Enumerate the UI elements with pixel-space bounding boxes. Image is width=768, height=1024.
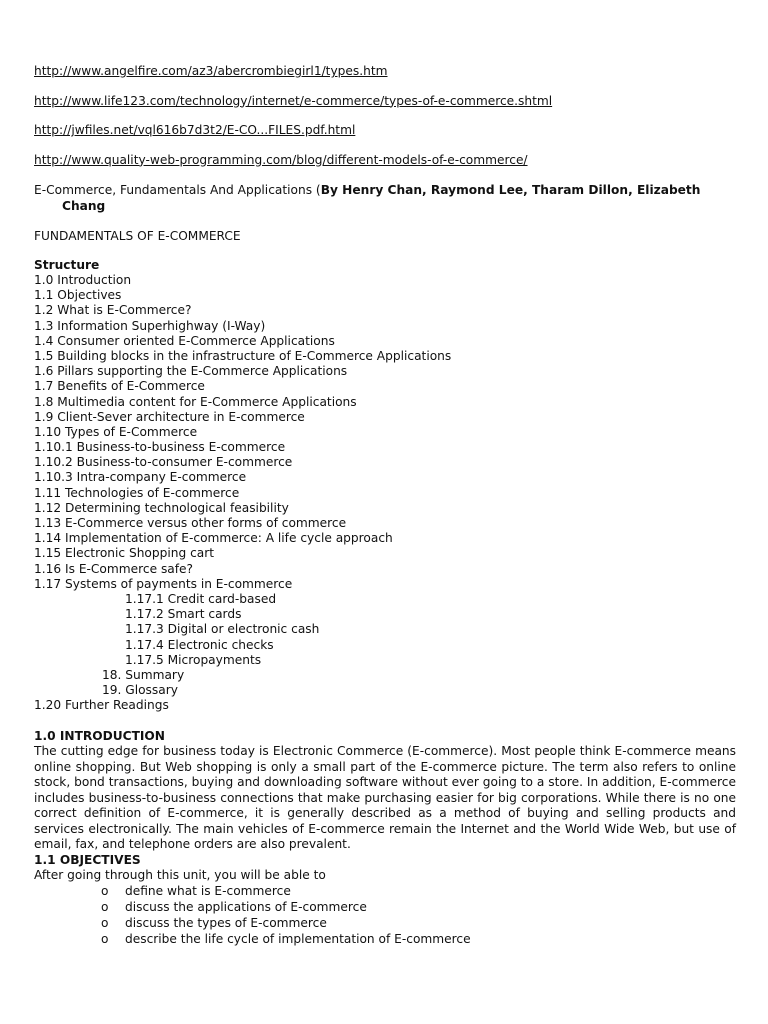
- toc-item: 1.14 Implementation of E-commerce: A life cycle approach: [34, 531, 393, 546]
- objective-item: o define what is E-commerce: [101, 883, 291, 898]
- toc-subitem: 19. Glossary: [102, 683, 178, 698]
- introduction-title: 1.0 INTRODUCTION: [34, 729, 165, 744]
- toc-item: 1.3 Information Superhighway (I-Way): [34, 318, 266, 333]
- toc-subitem: 18. Summary: [102, 667, 185, 682]
- toc-item: 1.9 Client-Sever architecture in E-commerce: [34, 409, 305, 424]
- toc-item: 1.2 What is E-Commerce?: [34, 303, 192, 318]
- book-authors: By Henry Chan, Raymond Lee, Tharam Dillon, Elizabeth: [320, 183, 701, 197]
- reference-link-angelfire[interactable]: http://www.angelfire.com/az3/abercrombiegirl1/types.htm: [34, 64, 388, 78]
- toc-item: 1.10.2 Business-to-consumer E-commerce: [34, 455, 293, 470]
- bullet-icon: o: [101, 931, 109, 946]
- toc-item: 1.0 Introduction: [34, 273, 132, 287]
- toc-item: 1.1 Objectives: [34, 288, 122, 303]
- book-citation: [34, 182, 736, 214]
- toc-item: 1.10 Types of E-Commerce: [34, 424, 198, 439]
- table-of-contents: [34, 273, 736, 713]
- bullet-icon: o: [101, 915, 109, 930]
- toc-item: 1.8 Multimedia content for E-Commerce Applications: [34, 394, 357, 409]
- reference-links: [34, 64, 736, 168]
- toc-item: 1.11 Technologies of E-commerce: [34, 485, 240, 500]
- toc-item: 1.10.1 Business-to-business E-commerce: [34, 440, 286, 455]
- objectives-lead: After going through this unit, you will be able to: [34, 867, 326, 882]
- toc-item: 1.6 Pillars supporting the E-Commerce Applications: [34, 364, 348, 379]
- toc-subitem: 1.17.1 Credit card-based: [125, 591, 277, 606]
- bullet-icon: o: [101, 883, 109, 898]
- book-authors-continued: Chang: [62, 199, 106, 213]
- toc-item: 1.7 Benefits of E-Commerce: [34, 379, 205, 394]
- reference-link-life123[interactable]: http://www.life123.com/technology/internet/e-commerce/types-of-e-commerce.shtml: [34, 93, 553, 108]
- toc-item: 1.4 Consumer oriented E-Commerce Applications: [34, 333, 335, 348]
- structure-title: Structure: [34, 258, 100, 272]
- toc-subitem: 1.17.2 Smart cards: [125, 607, 242, 622]
- toc-item: 1.12 Determining technological feasibility: [34, 500, 289, 515]
- toc-item: 1.20 Further Readings: [34, 698, 169, 713]
- toc-subitem: 1.17.5 Micropayments: [125, 652, 262, 667]
- toc-subitem: 1.17.4 Electronic checks: [125, 637, 274, 652]
- toc-item: 1.17 Systems of payments in E-commerce: [34, 576, 293, 591]
- introduction-body: The cutting edge for business today is Electronic Commerce (E-commerce). Most people think E-commerce means online shopping. But Web shopping is only a small part of the E-commerce picture. The term also refers to online stock, bond transactions, buying and downloading software without ever going to a store. In addition, E-commerce includes business-to-business connections that make purchasing easier for big corporations. While there is no one correct definition of E-commerce, it is generally described as a method of buying and selling products and services electronically. The main vehicles of E-commerce remain the Internet and the World Wide Web, but use of email, fax, and telephone orders are also prevalent.: [34, 744, 736, 852]
- toc-item: 1.15 Electronic Shopping cart: [34, 546, 215, 561]
- toc-item: 1.13 E-Commerce versus other forms of commerce: [34, 516, 347, 530]
- objectives-list: [34, 883, 736, 947]
- toc-subitem: 1.17.3 Digital or electronic cash: [125, 622, 320, 637]
- bullet-icon: o: [101, 899, 109, 914]
- toc-item: 1.5 Building blocks in the infrastructure of E-Commerce Applications: [34, 348, 452, 363]
- book-title: E-Commerce, Fundamentals And Applications (: [34, 183, 321, 197]
- objective-item: o describe the life cycle of implementation of E-commerce: [101, 931, 471, 946]
- objective-item: o discuss the applications of E-commerce: [101, 899, 367, 914]
- toc-item: 1.16 Is E-Commerce safe?: [34, 561, 194, 576]
- objectives-title: 1.1 OBJECTIVES: [34, 852, 141, 867]
- document-page: [34, 64, 736, 947]
- toc-item: 1.10.3 Intra-company E-commerce: [34, 470, 247, 485]
- objective-item: o discuss the types of E-commerce: [101, 915, 327, 930]
- document-heading: FUNDAMENTALS OF E-COMMERCE: [34, 229, 241, 243]
- reference-link-quality-web[interactable]: http://www.quality-web-programming.com/blog/different-models-of-e-commerce/: [34, 152, 528, 167]
- reference-link-jwfiles[interactable]: http://jwfiles.net/vql616b7d3t2/E-CO...FILES.pdf.html: [34, 123, 356, 137]
